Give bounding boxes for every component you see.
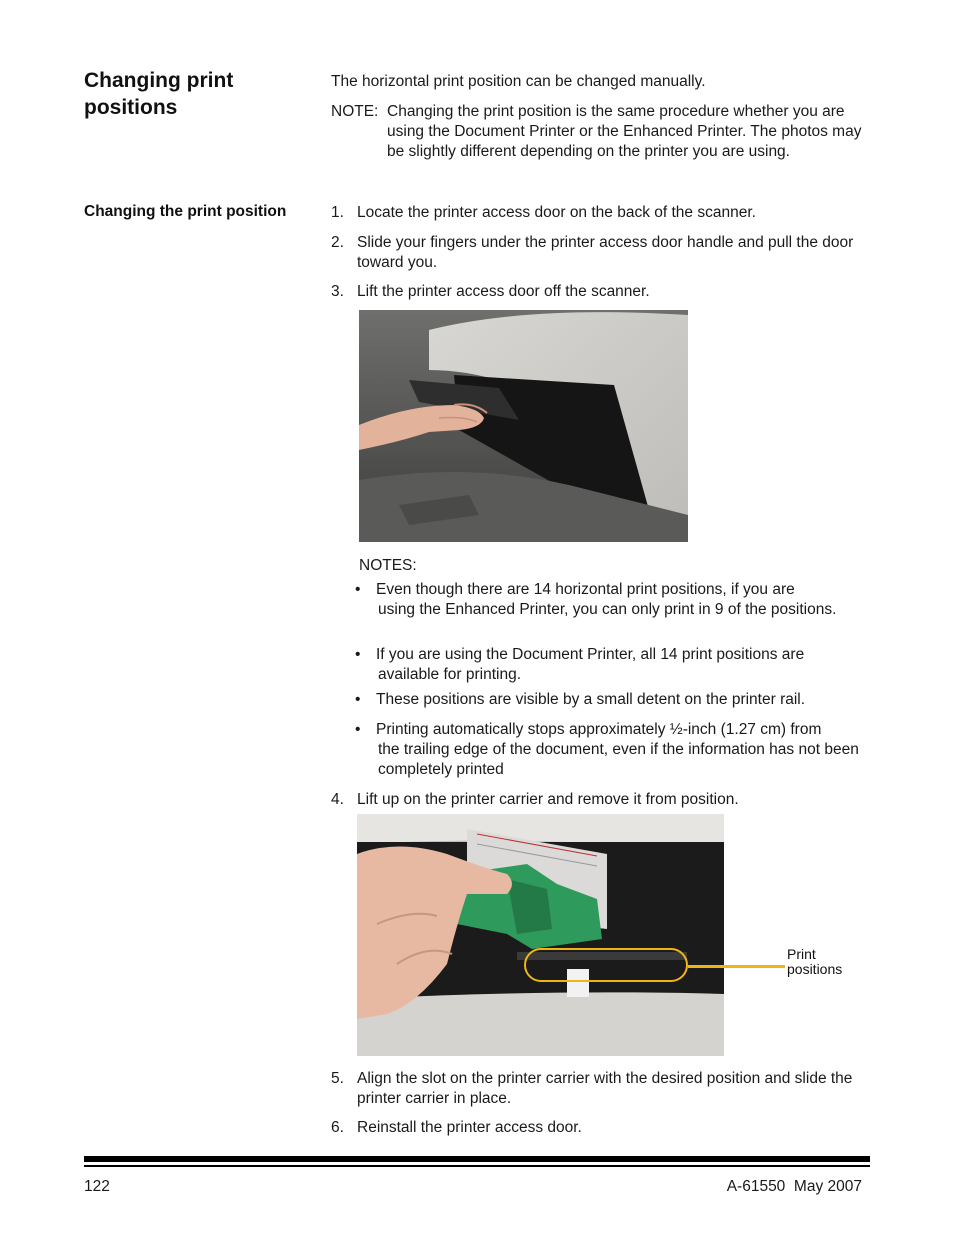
step-number: 5.: [331, 1070, 344, 1087]
bullet-text: Printing automatically stops approximately ½-inch (1.27 cm) from: [376, 721, 822, 738]
access-door-photo: [359, 310, 688, 542]
bullet-marker: •: [355, 646, 361, 663]
callout-line-2: positions: [787, 961, 843, 977]
step-number: 4.: [331, 791, 344, 808]
access-door-photo-art: [359, 310, 688, 542]
note-label: NOTE:: [331, 103, 379, 120]
step-text: Lift up on the printer carrier and remove it from position.: [357, 791, 739, 808]
bullet-marker: •: [355, 691, 361, 708]
bullet-text-cont: the trailing edge of the document, even if the information has not been completely printed: [378, 741, 859, 778]
step-number: 1.: [331, 204, 344, 221]
note-text: Changing the print position is the same procedure whether you are using the Document Printer or the Enhanced Printer. The photos may be slightly different depending on the printer you are using.: [387, 103, 862, 160]
section-title: Changing print positions: [84, 69, 234, 119]
bullet-text-cont: available for printing.: [378, 666, 522, 683]
step-text: Slide your fingers under the printer access door handle and pull the door toward you.: [357, 234, 854, 271]
document-id: A-61550 May 2007: [726, 1178, 862, 1195]
footer-rule-thick: [84, 1156, 870, 1162]
step-number: 3.: [331, 283, 344, 300]
bullet-text: If you are using the Document Printer, all 14 print positions are: [376, 646, 805, 663]
printer-carrier-photo-art: [357, 814, 724, 1056]
notes-label: NOTES:: [359, 557, 417, 574]
callout-line-1: Print: [787, 946, 816, 962]
step-text: Lift the printer access door off the scanner.: [357, 283, 650, 300]
callout-label: [787, 947, 842, 977]
step-text: Locate the printer access door on the back of the scanner.: [357, 204, 756, 221]
intro-paragraph: The horizontal print position can be changed manually.: [331, 73, 706, 90]
printer-carrier-photo: [357, 814, 724, 1056]
bullet-text: Even though there are 14 horizontal print positions, if you are: [376, 581, 795, 598]
bullet-text: These positions are visible by a small detent on the printer rail.: [376, 691, 806, 708]
page-number: 122: [84, 1178, 110, 1195]
footer-rule-thin: [84, 1165, 870, 1167]
print-positions-highlight: [524, 948, 688, 982]
bullet-text-cont: using the Enhanced Printer, you can only print in 9 of the positions.: [378, 601, 837, 618]
bullet-marker: •: [355, 581, 361, 598]
step-text: Reinstall the printer access door.: [357, 1119, 582, 1136]
step-text: Align the slot on the printer carrier with the desired position and slide the printer carrier in place.: [357, 1070, 853, 1107]
step-number: 2.: [331, 234, 344, 251]
bullet-marker: •: [355, 721, 361, 738]
callout-leader-line: [688, 965, 785, 968]
subsection-title: Changing the print position: [84, 203, 287, 220]
step-number: 6.: [331, 1119, 344, 1136]
